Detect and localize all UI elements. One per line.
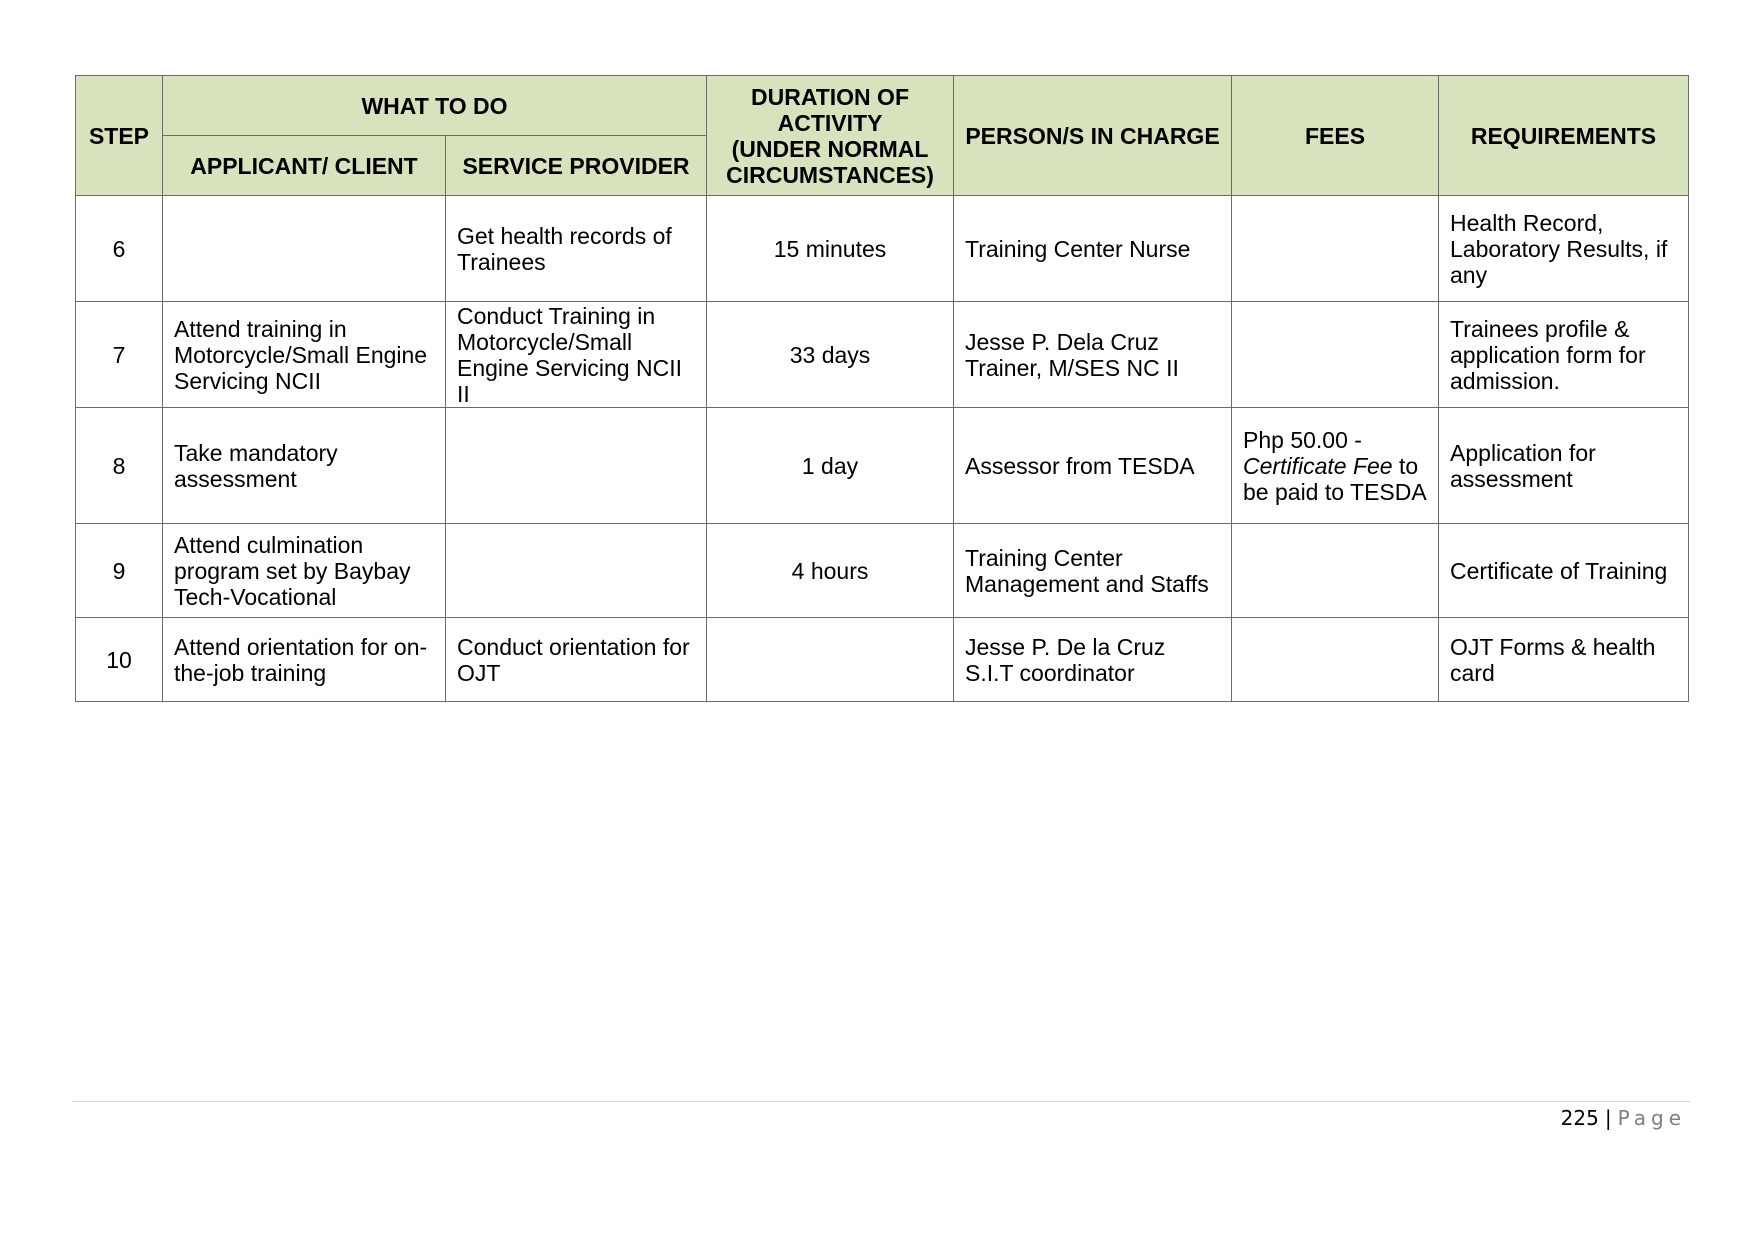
- fees-cell: [1232, 196, 1439, 302]
- applicant-cell: Take mandatory assessment: [163, 408, 446, 524]
- table-row: [76, 618, 1689, 702]
- fees-cell: [1232, 302, 1439, 408]
- header-duration-line: (UNDER NORMAL: [731, 135, 929, 162]
- requirements-cell: Trainees profile & application form for admission.: [1439, 302, 1689, 408]
- person-cell: [954, 618, 1232, 702]
- header-what-to-do: WHAT TO DO: [163, 76, 707, 136]
- person-cell: [954, 408, 1232, 524]
- step-cell: 9: [76, 524, 163, 618]
- person-line: Training Center Management and Staffs: [965, 544, 1209, 597]
- applicant-cell: Attend orientation for on-the-job training: [163, 618, 446, 702]
- duration-cell: [707, 618, 954, 702]
- provider-cell: Conduct orientation for OJT: [446, 618, 707, 702]
- provider-cell: [446, 524, 707, 618]
- fees-cell: [1232, 408, 1439, 524]
- citizen-charter-table: [75, 75, 1689, 702]
- duration-cell: 1 day: [707, 408, 954, 524]
- table-row: [76, 302, 1689, 408]
- fee-italic-text: Certificate Fee: [1243, 452, 1393, 479]
- table-row: [76, 196, 1689, 302]
- step-cell: 10: [76, 618, 163, 702]
- duration-cell: 4 hours: [707, 524, 954, 618]
- table-header: [76, 76, 1689, 196]
- header-requirements: REQUIREMENTS: [1439, 76, 1689, 196]
- fee-text: Php 50.00 -: [1243, 426, 1362, 453]
- duration-cell: 15 minutes: [707, 196, 954, 302]
- fees-cell: [1232, 618, 1439, 702]
- header-duration: [707, 76, 954, 196]
- table-body: [76, 196, 1689, 702]
- person-cell: [954, 302, 1232, 408]
- person-cell: [954, 524, 1232, 618]
- page-label: Page: [1617, 1106, 1686, 1130]
- requirements-cell: Health Record, Laboratory Results, if any: [1439, 196, 1689, 302]
- header-applicant-client: APPLICANT/ CLIENT: [163, 136, 446, 196]
- header-duration-line: ACTIVITY: [777, 109, 883, 136]
- page-separator: |: [1604, 1106, 1612, 1130]
- requirements-cell: Application for assessment: [1439, 408, 1689, 524]
- applicant-cell: Attend training in Motorcycle/Small Engine Servicing NCII: [163, 302, 446, 408]
- header-person-in-charge: PERSON/S IN CHARGE: [954, 76, 1232, 196]
- footer-divider: [72, 1101, 1690, 1102]
- person-line: Trainer, M/SES NC II: [965, 354, 1179, 381]
- person-line: Jesse P. De la Cruz: [965, 633, 1166, 660]
- page-number: 225: [1560, 1106, 1599, 1130]
- provider-cell: Conduct Training in Motorcycle/Small Engine Servicing NCII II: [446, 302, 707, 408]
- person-line: Training Center Nurse: [965, 235, 1191, 262]
- fees-cell: [1232, 524, 1439, 618]
- provider-cell: Get health records of Trainees: [446, 196, 707, 302]
- requirements-cell: Certificate of Training: [1439, 524, 1689, 618]
- person-cell: [954, 196, 1232, 302]
- duration-cell: 33 days: [707, 302, 954, 408]
- table-row: [76, 408, 1689, 524]
- applicant-cell: Attend culmination program set by Baybay Tech-Vocational: [163, 524, 446, 618]
- person-line: Assessor from TESDA: [965, 452, 1195, 479]
- requirements-cell: OJT Forms & health card: [1439, 618, 1689, 702]
- header-duration-line: DURATION OF: [751, 83, 910, 110]
- provider-cell: [446, 408, 707, 524]
- applicant-cell: [163, 196, 446, 302]
- person-line: Jesse P. Dela Cruz: [965, 328, 1159, 355]
- fee-text-after: to be paid to TESDA: [1243, 452, 1427, 505]
- table-row: [76, 524, 1689, 618]
- person-line: S.I.T coordinator: [965, 659, 1135, 686]
- header-service-provider: SERVICE PROVIDER: [446, 136, 707, 196]
- page-footer: [1561, 1103, 1686, 1133]
- header-duration-line: CIRCUMSTANCES): [726, 161, 934, 188]
- step-cell: 7: [76, 302, 163, 408]
- header-fees: FEES: [1232, 76, 1439, 196]
- step-cell: 6: [76, 196, 163, 302]
- step-cell: 8: [76, 408, 163, 524]
- header-step: STEP: [76, 76, 163, 196]
